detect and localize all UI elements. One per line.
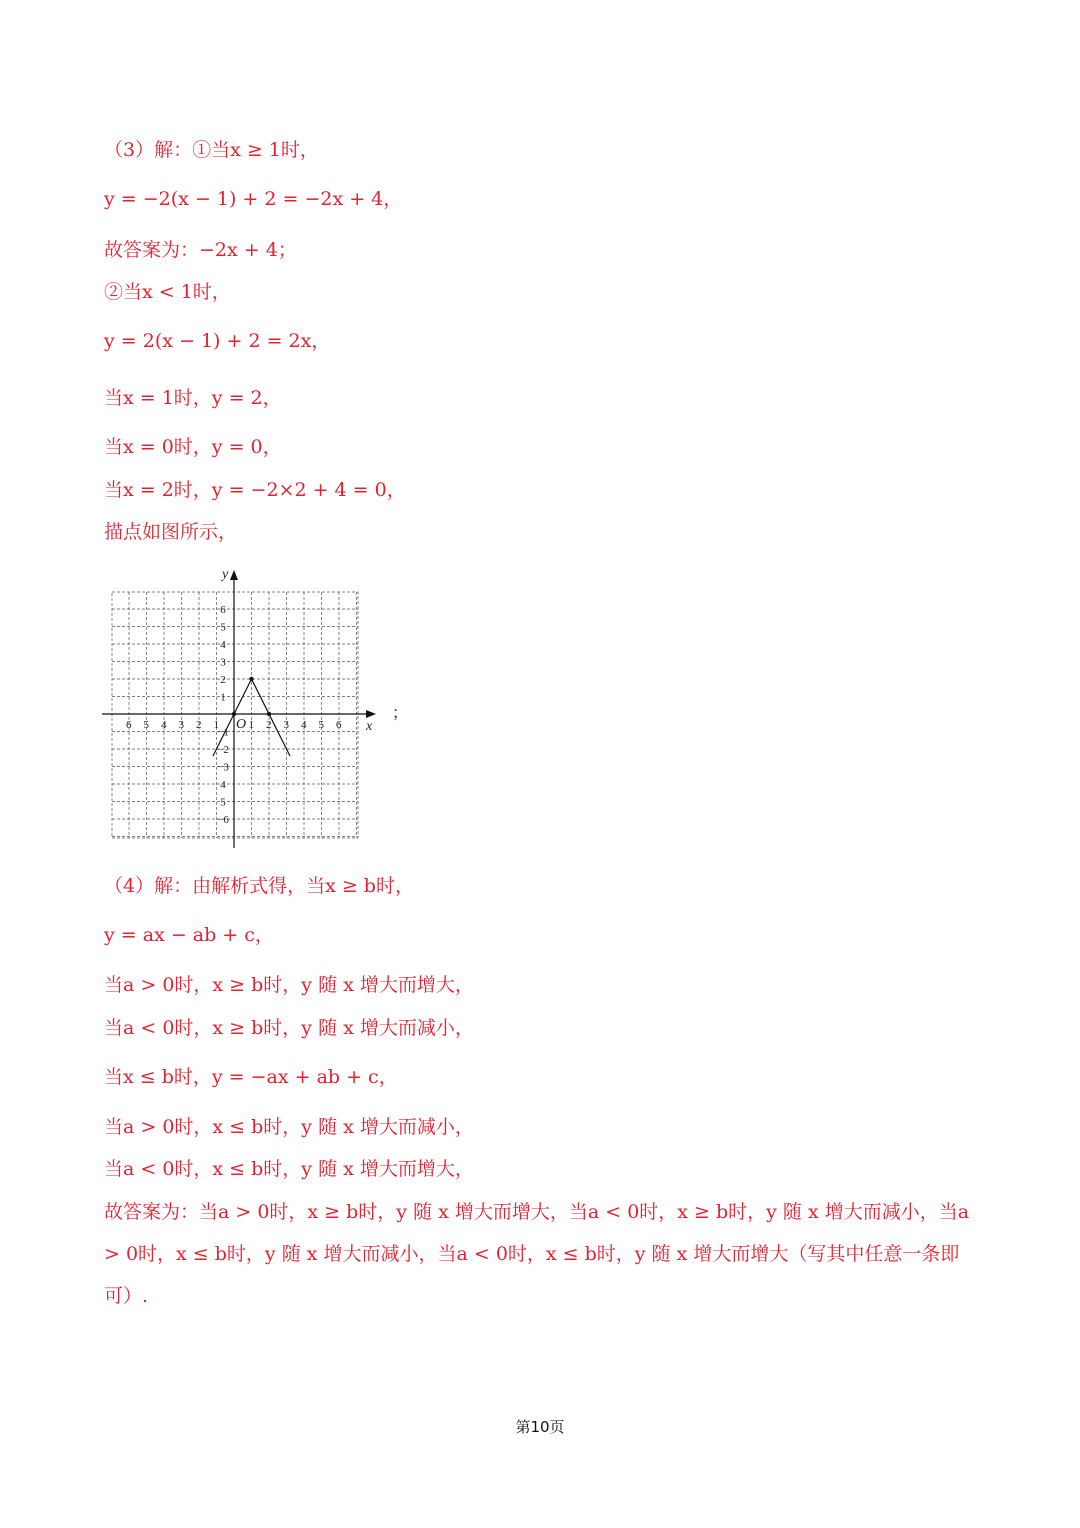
line-point-1: 当x = 1时，y = 2， (104, 387, 282, 409)
x-tick-label: 3 (178, 719, 184, 731)
x-tick-label: 5 (318, 719, 324, 731)
y-tick-label: 1 (220, 691, 226, 704)
x-tick-label: 3 (283, 719, 289, 731)
y-axis-label: y (222, 567, 229, 582)
x-axis-arrow (366, 710, 376, 718)
line-equation-2: y = 2(x − 1) + 2 = 2x， (104, 330, 331, 352)
line-case-a-pos-1: 当a > 0时，x ≥ b时，y 随 x 增大而增大， (104, 974, 474, 996)
y-tick-label: −2 (217, 744, 229, 756)
x-tick-label: 5 (143, 719, 149, 731)
x-axis-label: x (366, 719, 373, 734)
x-tick-label: 2 (266, 719, 272, 731)
graph-point (249, 677, 253, 681)
x-tick-label: 1 (213, 719, 219, 731)
line-case-a-neg-1: 当a < 0时，x ≥ b时，y 随 x 增大而减小， (104, 1017, 474, 1039)
x-tick-label: 2 (196, 719, 202, 731)
y-tick-label: −3 (217, 761, 229, 774)
x-tick-label: 6 (126, 719, 132, 731)
graph-suffix: ； (392, 703, 409, 722)
x-tick-label: 4 (161, 719, 167, 731)
line-case-2: ②当x < 1时， (104, 281, 231, 303)
y-tick-label: −1 (217, 726, 229, 739)
line-part4-heading: （4）解：由解析式得，当x ≥ b时， (104, 875, 414, 897)
line-plot-note: 描点如图所示， (104, 521, 238, 543)
y-tick-label: 6 (220, 604, 226, 616)
y-tick-label: 3 (220, 656, 226, 669)
x-tick-label: 6 (336, 719, 342, 731)
line-case-a-pos-2: 当a > 0时，x ≤ b时，y 随 x 增大而减小， (104, 1116, 474, 1138)
page-number: 第10页 (515, 1418, 565, 1436)
line-equation-1: y = −2(x − 1) + 2 = −2x + 4， (104, 188, 403, 210)
line-point-0: 当x = 0时，y = 0， (104, 436, 282, 458)
line-answer-1: 故答案为：−2x + 4； (104, 239, 297, 261)
x-tick-label: 1 (248, 719, 254, 731)
line-case-x-le-b: 当x ≤ b时，y = −ax + ab + c， (104, 1066, 398, 1088)
y-tick-label: 5 (220, 621, 226, 634)
y-tick-label: 4 (220, 639, 226, 651)
y-tick-label: 5 (220, 796, 226, 809)
y-tick-label: 4 (220, 779, 226, 791)
line-equation-3: y = ax − ab + c， (104, 924, 274, 946)
final-answer: 故答案为：当a > 0时，x ≥ b时，y 随 x 增大而增大，当a < 0时，x ≥ b时，y 随 x 增大而减小，当a > 0时，x ≤ b时，y 随 x 增大而减小，当a < 0时，x ≤ b时，y 随 x 增大而增大（写其中任意一条即可）. (104, 1201, 970, 1307)
x-tick-label: 4 (301, 719, 307, 731)
graph-point (267, 712, 271, 716)
graph-point (232, 712, 236, 716)
origin-label: O (236, 717, 247, 732)
line-point-2: 当x = 2时，y = −2×2 + 4 = 0， (104, 479, 406, 501)
y-tick-label: 2 (220, 674, 226, 686)
graph-segment (252, 679, 291, 756)
line-case-a-neg-2: 当a < 0时，x ≤ b时，y 随 x 增大而增大， (104, 1158, 474, 1180)
line-part3-heading: （3）解：①当x ≥ 1时， (104, 139, 319, 161)
function-graph (100, 562, 390, 852)
y-axis-arrow (230, 570, 238, 580)
y-tick-label: −6 (217, 814, 229, 826)
